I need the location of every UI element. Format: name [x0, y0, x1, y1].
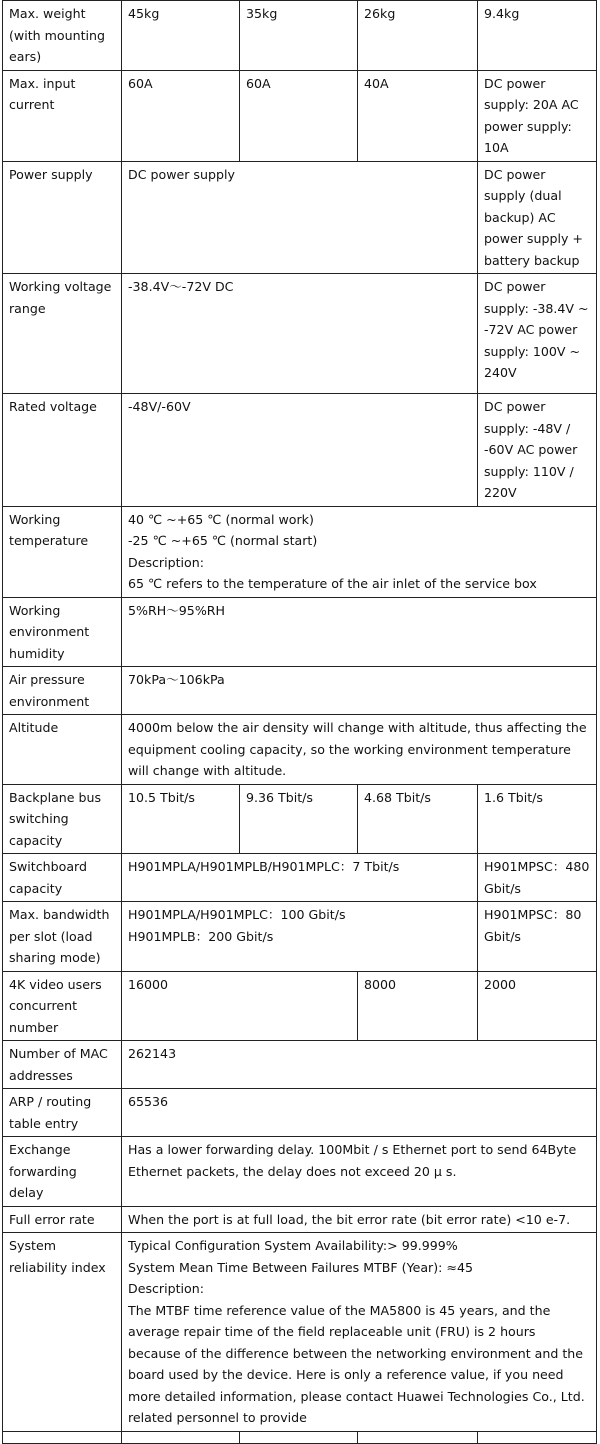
- row-max-input-current: [3, 70, 597, 161]
- cell-value: H901MPSC：480 Gbit/s: [478, 854, 597, 902]
- empty-cell: [3, 1431, 122, 1443]
- cell-value: 35kg: [240, 1, 358, 71]
- cell-value: -38.4V～-72V DC: [122, 274, 478, 394]
- bandwidth-line: H901MPLB：200 Gbit/s: [128, 928, 274, 944]
- row-full-error-rate: [3, 1206, 597, 1233]
- cell-value: 9.36 Tbit/s: [240, 784, 358, 854]
- row-backplane-bus: [3, 784, 597, 854]
- row-label: Backplane bus switching capacity: [3, 784, 122, 854]
- empty-cell: [122, 1431, 240, 1443]
- cell-value: 8000: [358, 971, 478, 1041]
- row-label: Power supply: [3, 161, 122, 274]
- temperature-line: -25 ℃ ~+65 ℃ (normal start): [128, 533, 318, 548]
- row-continuation: [3, 1431, 597, 1443]
- row-air-pressure: [3, 667, 597, 715]
- row-label: 4K video users concurrent number: [3, 971, 122, 1041]
- row-max-weight: [3, 1, 597, 71]
- row-label: Exchange forwarding delay: [3, 1137, 122, 1207]
- row-label: Switchboard capacity: [3, 854, 122, 902]
- row-working-humidity: [3, 597, 597, 667]
- cell-value: [122, 1233, 597, 1432]
- row-working-voltage-range: [3, 274, 597, 394]
- cell-value: DC power supply: [122, 161, 478, 274]
- row-rated-voltage: [3, 394, 597, 507]
- row-label: ARP / routing table entry: [3, 1089, 122, 1137]
- cell-value: 10.5 Tbit/s: [122, 784, 240, 854]
- cell-value: 45kg: [122, 1, 240, 71]
- cell-value: Has a lower forwarding delay. 100Mbit / s Ethernet port to send 64Byte Ethernet packets, the delay does not exceed 20 μ s.: [122, 1137, 597, 1207]
- cell-value: DC power supply: -38.4V ~ -72V AC power supply: 100V ~ 240V: [478, 274, 597, 394]
- temperature-line: 40 ℃ ~+65 ℃ (normal work): [128, 511, 314, 527]
- cell-value: H901MPLA/H901MPLB/H901MPLC：7 Tbit/s: [122, 854, 478, 902]
- empty-cell: [478, 1431, 597, 1443]
- cell-value: 4.68 Tbit/s: [358, 784, 478, 854]
- cell-value: 60A: [240, 70, 358, 161]
- row-label: Working voltage range: [3, 274, 122, 394]
- bandwidth-line: H901MPLA/H901MPLC：100 Gbit/s: [128, 907, 346, 922]
- reliability-line: System Mean Time Between Failures MTBF (Year): ≈45: [128, 1259, 473, 1275]
- row-arp-routing: [3, 1089, 597, 1137]
- row-label: Rated voltage: [3, 394, 122, 507]
- description-label: Description:: [128, 1281, 204, 1296]
- row-exchange-delay: [3, 1137, 597, 1207]
- specification-table: [2, 0, 597, 1444]
- cell-value: 65536: [122, 1089, 597, 1137]
- cell-value: DC power supply: -48V / -60V AC power supply: 110V / 220V: [478, 394, 597, 507]
- row-label: System reliability index: [3, 1233, 122, 1432]
- cell-value: 16000: [122, 971, 358, 1041]
- row-label: Altitude: [3, 715, 122, 785]
- cell-value: [122, 506, 597, 597]
- row-max-bandwidth: [3, 902, 597, 972]
- cell-value: 26kg: [358, 1, 478, 71]
- row-working-temperature: [3, 506, 597, 597]
- cell-value: -48V/-60V: [122, 394, 478, 507]
- row-label: Max. input current: [3, 70, 122, 161]
- cell-value: 9.4kg: [478, 1, 597, 71]
- cell-value: 262143: [122, 1041, 597, 1089]
- cell-value: 1.6 Tbit/s: [478, 784, 597, 854]
- row-label: Air pressure environment: [3, 667, 122, 715]
- cell-value: DC power supply (dual backup) AC power supply + battery backup: [478, 161, 597, 274]
- description-text: 65 ℃ refers to the temperature of the air inlet of the service box: [128, 576, 537, 591]
- row-label: Working environment humidity: [3, 597, 122, 667]
- row-label: Working temperature: [3, 506, 122, 597]
- row-power-supply: [3, 161, 597, 274]
- cell-value: 4000m below the air density will change with altitude, thus affecting the equipment cooling capacity, so the working environment temperature will change with altitude.: [122, 715, 597, 785]
- row-system-reliability: [3, 1233, 597, 1432]
- row-switchboard-capacity: [3, 854, 597, 902]
- row-video-users: [3, 971, 597, 1041]
- row-label: Max. bandwidth per slot (load sharing mode): [3, 902, 122, 972]
- description-text: The MTBF time reference value of the MA5800 is 45 years, and the average repair time of the field replaceable unit (FRU) is 2 hours because of the difference between the networking environment and the board used by the device. Here is only a reference value, if you need more detailed information, please contact Huawei Technologies Co., Ltd. related personnel to provide: [128, 1302, 585, 1425]
- empty-cell: [240, 1431, 358, 1443]
- row-mac-addresses: [3, 1041, 597, 1089]
- row-label: Number of MAC addresses: [3, 1041, 122, 1089]
- cell-value: When the port is at full load, the bit error rate (bit error rate) <10 e-7.: [122, 1206, 597, 1233]
- cell-value: 2000: [478, 971, 597, 1041]
- row-altitude: [3, 715, 597, 785]
- cell-value: 40A: [358, 70, 478, 161]
- cell-value: 60A: [122, 70, 240, 161]
- row-label: Full error rate: [3, 1206, 122, 1233]
- row-label: Max. weight (with mounting ears): [3, 1, 122, 71]
- cell-value: 70kPa～106kPa: [122, 667, 597, 715]
- cell-value: H901MPSC：80 Gbit/s: [478, 902, 597, 972]
- empty-cell: [358, 1431, 478, 1443]
- cell-value: [122, 902, 478, 972]
- cell-value: 5%RH～95%RH: [122, 597, 597, 667]
- cell-value: DC power supply: 20A AC power supply: 10A: [478, 70, 597, 161]
- description-label: Description:: [128, 554, 204, 570]
- reliability-line: Typical Configuration System Availability:> 99.999%: [128, 1238, 458, 1253]
